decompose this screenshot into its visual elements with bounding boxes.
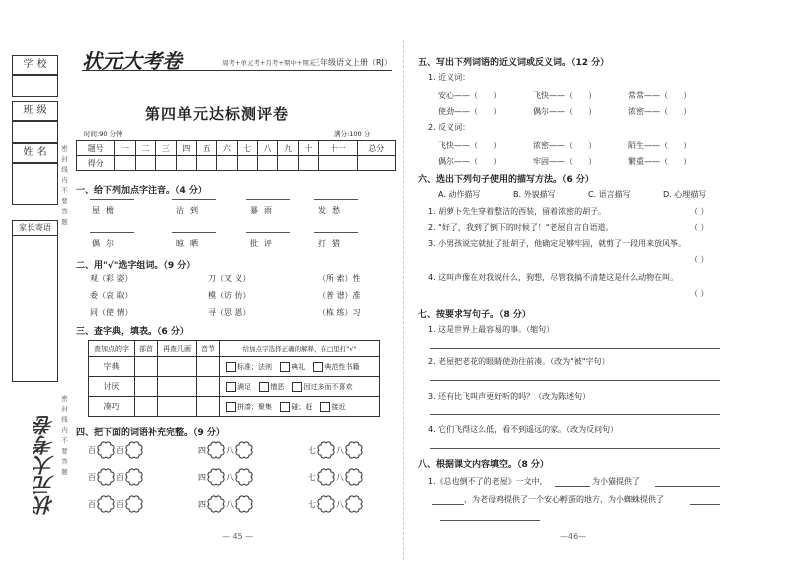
q5-word-item[interactable]: 使劲——（ ） (438, 107, 502, 116)
q6-option: B. 外貌描写 (513, 190, 556, 199)
option-label: 典礼 (291, 362, 306, 371)
q4-title: 四、把下面的词语补充完整。（9 分） (76, 428, 225, 438)
q3-cell[interactable] (135, 377, 158, 397)
q6-item: 3. 小男孩说完就扯了扯胡子，他确定足够牢固，就剪了一段用来放风筝。 (428, 239, 687, 248)
q4-idiom (308, 467, 364, 487)
parent-note-label: 家长寄语 (13, 221, 57, 236)
q5-word-item[interactable]: 飞快——（ ） (438, 141, 502, 150)
q3-cell[interactable] (197, 357, 220, 377)
q4-char: 百 (116, 499, 124, 509)
score-header: 五 (196, 141, 216, 156)
checkbox[interactable] (280, 402, 290, 412)
q4-char: 八 (226, 445, 234, 455)
q2-item[interactable]: 观（彩 姿） (90, 274, 133, 283)
q4-idiom (308, 440, 364, 460)
q4-char: 八 (336, 499, 344, 509)
q4-idiom (88, 467, 144, 487)
option-label: 标准；法则 (237, 362, 272, 371)
score-header: 六 (217, 141, 237, 156)
score-header: 一 (115, 141, 135, 156)
q8-text-b: 为小猫提供了 (592, 477, 640, 486)
option-label: 接近 (331, 402, 346, 411)
option-label: 因过多而不喜欢 (303, 382, 353, 391)
exam-score: 满分:100 分 (334, 130, 371, 138)
q6-option: D. 心理描写 (663, 190, 707, 199)
q3-cell[interactable] (158, 397, 197, 417)
q5-word-item[interactable]: 浓密——（ ） (628, 107, 692, 116)
score-header: 九 (278, 141, 298, 156)
class-label: 班 级 (12, 101, 58, 121)
q5-title: 五、写出下列词语的近义词或反义词。（12 分） (418, 58, 610, 68)
q6-answer[interactable]: （ ） (690, 289, 709, 298)
q4-idiom (198, 467, 254, 487)
flower-blank-icon[interactable] (96, 440, 116, 460)
name-label: 姓 名 (12, 143, 58, 163)
q6-option: C. 语言描写 (588, 190, 631, 199)
flower-blank-icon[interactable] (316, 467, 336, 487)
q5-word-item[interactable]: 飞快——（ ） (533, 91, 597, 100)
flower-blank-icon[interactable] (206, 440, 226, 460)
score-cell[interactable] (176, 156, 196, 171)
q1-word: 晾晒 (176, 239, 204, 248)
header-logo: 状元大考卷 (82, 49, 182, 73)
q2-item[interactable]: （所 索）性 (318, 274, 361, 283)
flower-blank-icon[interactable] (316, 494, 336, 514)
q3-options (220, 377, 380, 397)
binding-text-bottom: 密封线内不要答题 (60, 395, 68, 479)
score-cell[interactable] (156, 156, 176, 171)
q6-item: 2. "好了，我到了倒下的时候了！"老屋自言自语道。 (428, 223, 614, 232)
score-header: 二 (135, 141, 155, 156)
q8-blank[interactable] (432, 504, 464, 505)
checkbox[interactable] (226, 402, 236, 412)
school-label: 学 校 (12, 55, 58, 75)
score-header: 三 (156, 141, 176, 156)
q3-cell[interactable] (135, 397, 158, 417)
q4-char: 四 (198, 499, 206, 509)
q8-title: 八、根据课文内容填空。（8 分） (418, 460, 549, 470)
name-field[interactable] (12, 163, 58, 205)
score-header: 七 (237, 141, 257, 156)
flower-blank-icon[interactable] (96, 467, 116, 487)
q7-answer-line[interactable] (430, 380, 720, 381)
q5-word-item[interactable]: 安心——（ ） (438, 91, 502, 100)
q2-item[interactable]: （栋 练）习 (318, 308, 361, 317)
checkbox[interactable] (259, 382, 269, 392)
q3-table (88, 340, 380, 417)
score-cell[interactable] (278, 156, 298, 171)
checkbox[interactable] (292, 382, 302, 392)
q4-idiom (88, 440, 144, 460)
score-row-label: 得分 (77, 156, 115, 171)
q4-idiom (88, 494, 144, 514)
q4-idiom (308, 494, 364, 514)
q4-char: 四 (198, 445, 206, 455)
q7-item: 2. 老屋把老花的眼睛使劲往前凑。（改为"被"字句） (428, 357, 610, 366)
header-line (82, 70, 392, 71)
q4-grid (88, 440, 398, 525)
q3-word: 字典 (89, 357, 135, 377)
binding-text-top: 密封线内不要答题 (60, 145, 68, 229)
q3-word: 讨厌 (89, 377, 135, 397)
q1-word: 批评 (250, 239, 278, 248)
q4-char: 百 (88, 499, 96, 509)
q4-idiom (198, 494, 254, 514)
q7-item: 1. 这是世界上最容易的事。（缩句） (428, 325, 555, 334)
q5-word-item[interactable]: 常常——（ ） (628, 91, 692, 100)
q4-char: 八 (336, 445, 344, 455)
q2-item[interactable]: 委（哀 取） (90, 291, 133, 300)
q1-answer-line[interactable] (90, 232, 134, 233)
flower-blank-icon[interactable] (124, 467, 144, 487)
q8-blank[interactable] (690, 504, 720, 505)
checkbox[interactable] (313, 362, 323, 372)
score-cell[interactable] (257, 156, 277, 171)
exam-time: 时间:90 分钟 (84, 130, 123, 138)
q4-char: 八 (336, 472, 344, 482)
q5-word-item[interactable]: 陌生——（ ） (628, 141, 692, 150)
q3-cell[interactable] (135, 357, 158, 377)
q3-options (220, 397, 380, 417)
school-field[interactable] (12, 75, 58, 97)
q4-char: 四 (198, 472, 206, 482)
q3-cell[interactable] (158, 357, 197, 377)
score-header: 总分 (357, 141, 396, 156)
q3-cell[interactable] (197, 377, 220, 397)
q2-item[interactable]: 模（访 仿） (208, 291, 251, 300)
q7-answer-line[interactable] (430, 414, 720, 415)
q1-word: 发愁 (318, 206, 346, 215)
option-label: 典范性书籍 (324, 362, 360, 371)
q5-word-item[interactable]: 偶尔——（ ） (438, 157, 502, 166)
q8-blank[interactable] (440, 520, 540, 521)
q4-char: 百 (88, 445, 96, 455)
q5-syn-title: 1. 近义词： (428, 73, 471, 82)
flower-blank-icon[interactable] (124, 440, 144, 460)
q1-title: 一、给下列加点字注音。（4 分） (76, 186, 207, 196)
flower-blank-icon[interactable] (124, 494, 144, 514)
q4-char: 百 (88, 472, 96, 482)
q1-answer-line[interactable] (90, 199, 134, 200)
q8-blank[interactable] (655, 486, 720, 487)
q2-item[interactable]: （普 谱）准 (318, 291, 361, 300)
checkbox[interactable] (320, 402, 330, 412)
q1-answer-line[interactable] (246, 199, 290, 200)
q5-word-item[interactable]: 偶尔——（ ） (533, 107, 597, 116)
score-header: 八 (257, 141, 277, 156)
q3-cell[interactable] (158, 377, 197, 397)
q3-header: 查加点的字 (89, 341, 135, 357)
sidebar-logo: 状元大考卷 (33, 415, 57, 515)
option-label: 满足 (237, 382, 251, 391)
q4-idiom (198, 440, 254, 460)
q2-title: 二、用"√"选字组词。（9 分） (76, 261, 196, 271)
q1-answer-line[interactable] (246, 232, 290, 233)
flower-blank-icon[interactable] (344, 440, 364, 460)
q5-word-item[interactable]: 浓密——（ ） (533, 141, 597, 150)
score-cell[interactable] (298, 156, 318, 171)
page-divider (403, 40, 404, 560)
option-label: 碰；赶 (291, 402, 313, 411)
q3-title: 三、查字典，填表。（6 分） (76, 327, 189, 337)
q2-item[interactable]: 同（使 情） (90, 308, 133, 317)
q4-char: 八 (226, 472, 234, 482)
checkbox[interactable] (226, 382, 236, 392)
q2-item[interactable]: 寻（思 恩） (208, 308, 251, 317)
q1-word: 打猎 (318, 239, 346, 248)
q7-answer-line[interactable] (430, 448, 720, 449)
page-title: 第四单元达标测评卷 (145, 105, 290, 123)
flower-blank-icon[interactable] (344, 494, 364, 514)
page-number-right: —46— (560, 532, 587, 541)
q6-answer[interactable]: （ ） (690, 223, 709, 232)
q3-options (220, 357, 380, 377)
q3-cell[interactable] (197, 397, 220, 417)
checkbox[interactable] (280, 362, 290, 372)
option-label: 拼凑；聚集 (237, 402, 272, 411)
score-cell[interactable] (217, 156, 237, 171)
flower-blank-icon[interactable] (234, 440, 254, 460)
q6-answer[interactable]: （ ） (690, 207, 709, 216)
sidebar (12, 55, 67, 555)
score-cell[interactable] (135, 156, 155, 171)
flower-blank-icon[interactable] (234, 494, 254, 514)
q5-word-item[interactable]: 繁重——（ ） (628, 157, 692, 166)
q3-header: 部首 (135, 341, 158, 357)
page-number-left: — 45 — (222, 532, 254, 541)
q1-answer-line[interactable] (314, 199, 358, 200)
q4-char: 八 (226, 499, 234, 509)
flower-blank-icon[interactable] (206, 467, 226, 487)
q4-char: 百 (116, 445, 124, 455)
flower-blank-icon[interactable] (316, 440, 336, 460)
q7-title: 七、按要求写句子。（8 分） (418, 310, 531, 320)
q5-ant-title: 2. 反义词： (428, 123, 471, 132)
score-header: 十一 (319, 141, 357, 156)
score-header: 十 (298, 141, 318, 156)
q4-char: 七 (308, 445, 316, 455)
score-cell[interactable] (115, 156, 135, 171)
option-label: 憎恶 (270, 382, 285, 391)
q6-item: 1. 胡萝卜先生穿着整洁的西装，留着浓密的胡子。 (428, 207, 607, 216)
class-field[interactable] (12, 121, 58, 143)
q6-title: 六、选出下列句子使用的描写方法。（6 分） (418, 175, 594, 185)
q6-answer[interactable]: （ ） (690, 255, 709, 264)
q4-char: 七 (308, 472, 316, 482)
score-table (76, 140, 396, 171)
q3-word: 凑巧 (89, 397, 135, 417)
q4-char: 百 (116, 472, 124, 482)
checkbox[interactable] (226, 362, 236, 372)
q8-text-a: 1.《总也倒不了的老屋》一文中， (428, 477, 548, 486)
q4-char: 七 (308, 499, 316, 509)
score-cell[interactable] (319, 156, 357, 171)
q2-item[interactable]: 刀（叉 义） (208, 274, 251, 283)
header-tagline: 周考+单元考+月考+期中+期末 (222, 59, 316, 67)
score-cell[interactable] (196, 156, 216, 171)
q1-word: 屋檐 (92, 206, 120, 215)
parent-note-box[interactable] (12, 220, 58, 382)
header-grade: 三年级语文上册（RJ） (312, 58, 392, 67)
q7-answer-line[interactable] (430, 348, 720, 349)
q8-text-c: ，为老母鸡提供了一个安心孵蛋的地方，为小蜘蛛提供了 (464, 495, 664, 504)
score-header: 四 (176, 141, 196, 156)
flower-blank-icon[interactable] (344, 467, 364, 487)
flower-blank-icon[interactable] (206, 494, 226, 514)
q3-header: 音节 (197, 341, 220, 357)
q5-word-item[interactable]: 牢固——（ ） (533, 157, 597, 166)
score-header: 题号 (77, 141, 115, 156)
score-cell[interactable] (357, 156, 396, 171)
q3-header: 给加点字选择正确的解释，在□里打"√" (220, 341, 380, 357)
q3-header: 再查几画 (158, 341, 197, 357)
flower-blank-icon[interactable] (96, 494, 116, 514)
q1-answer-line[interactable] (172, 199, 216, 200)
q6-option: A. 动作描写 (438, 190, 481, 199)
flower-blank-icon[interactable] (234, 467, 254, 487)
q1-answer-line[interactable] (172, 232, 216, 233)
q6-item: 4. 这叫声像在对我说什么，狗想，尽管我搞不清楚这是什么动物在叫。 (428, 273, 679, 282)
q1-word: 沾到 (176, 206, 204, 215)
q7-item: 3. 还有比飞叫声更好听的吗？（改为陈述句） (428, 392, 591, 401)
q1-word: 暴雨 (250, 206, 278, 215)
q7-item: 4. 它们飞得这么低，看不到遥远的家。（改为反问句） (428, 425, 619, 434)
q1-word: 偶尔 (92, 239, 120, 248)
q8-blank[interactable] (555, 486, 590, 487)
score-cell[interactable] (237, 156, 257, 171)
q1-answer-line[interactable] (314, 232, 358, 233)
